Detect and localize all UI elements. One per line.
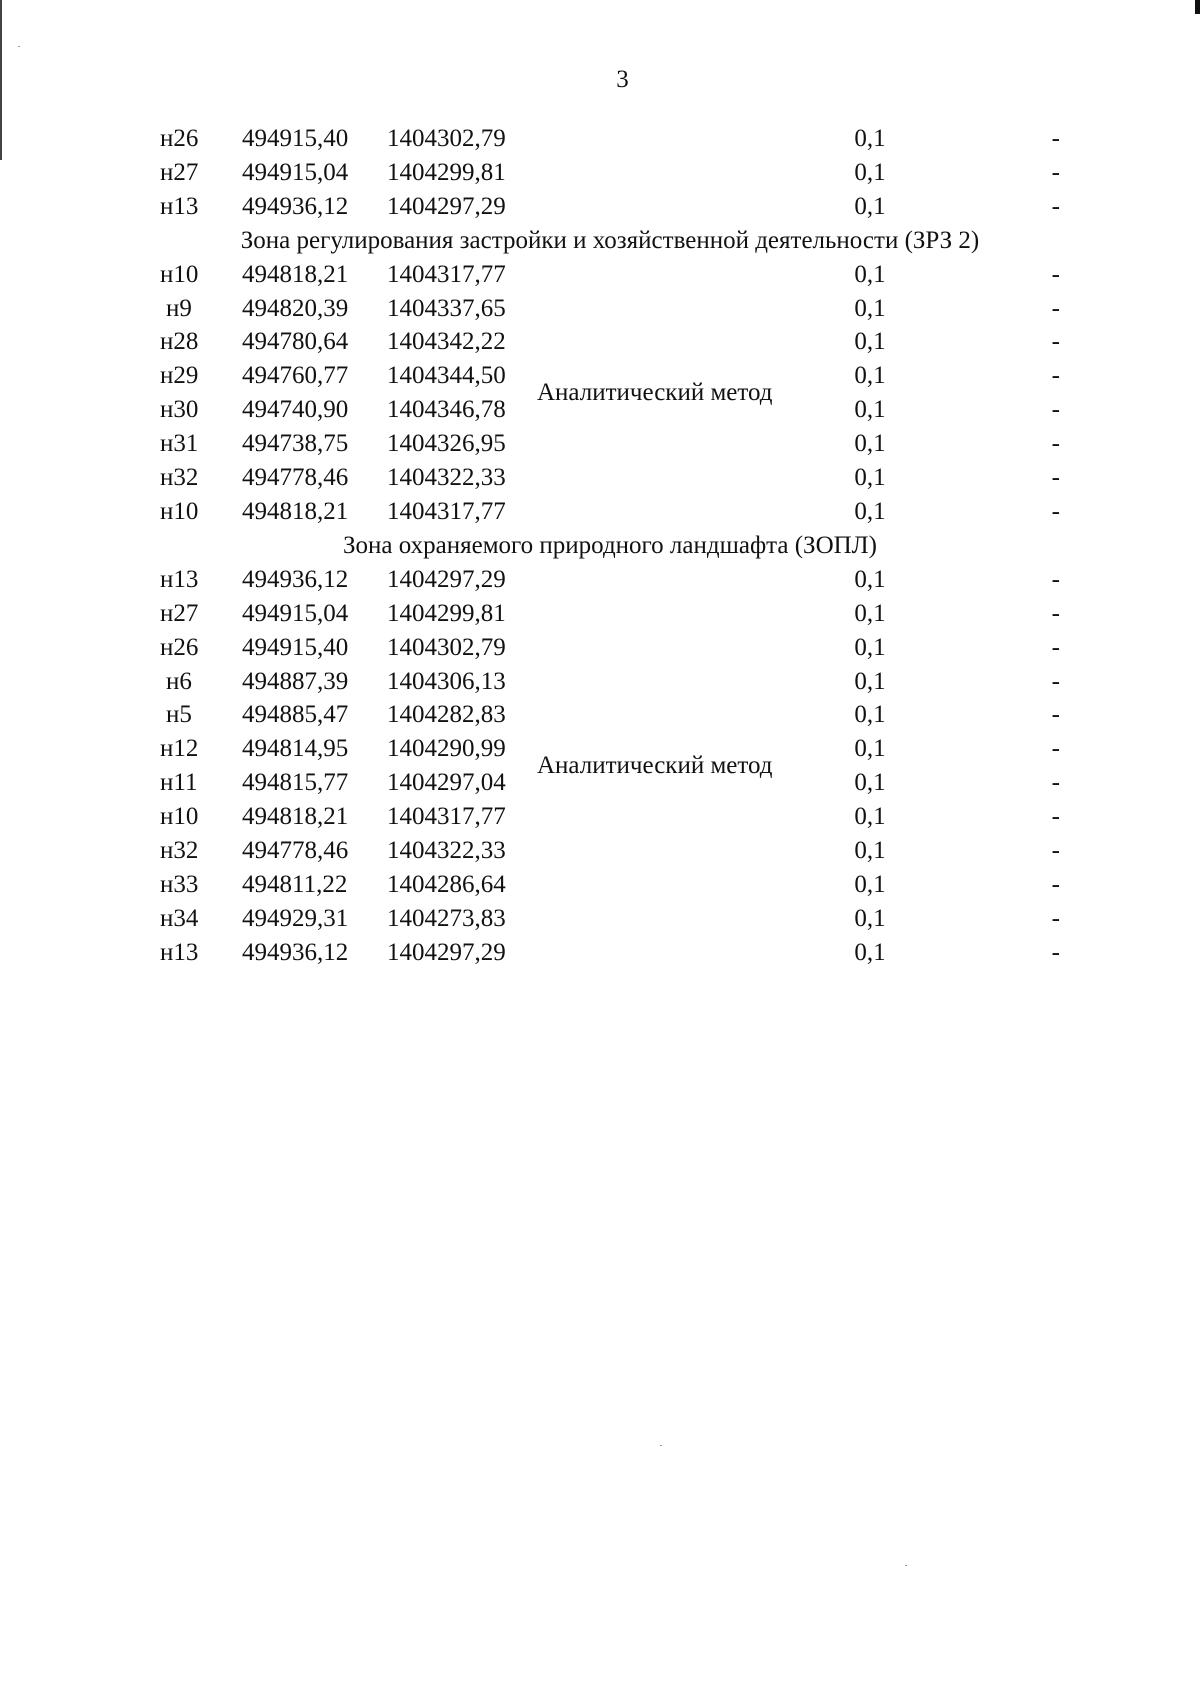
accuracy-value: 0,1 [854,735,886,763]
coordinate-x: 494936,12 [242,938,349,966]
point-name: н34 [160,904,199,932]
dash-value: - [1051,464,1060,492]
coordinate-y: 1404326,95 [387,430,506,458]
point-name: н12 [160,735,199,763]
point-name: н13 [160,192,199,220]
dash-value: - [1051,837,1060,865]
coordinate-x: 494760,77 [242,362,349,390]
table-row [160,122,1060,156]
coordinate-y: 1404344,50 [387,362,506,390]
section-header-row [160,224,1060,258]
coordinates-table [160,122,1060,970]
coordinate-x: 494815,77 [242,769,349,797]
coordinate-y: 1404297,29 [387,192,506,220]
dash-value: - [1051,565,1060,593]
accuracy-value: 0,1 [854,667,886,695]
section-title: Зона охраняемого природного ландшафта (ЗОПЛ) [343,531,877,559]
point-name: н27 [160,158,199,186]
coordinate-x: 494915,40 [242,633,349,661]
coordinate-x: 494915,04 [242,599,349,627]
coordinate-y: 1404322,33 [387,464,506,492]
section-title: Зона регулирования застройки и хозяйственной деятельности (ЗРЗ 2) [240,226,980,254]
coordinate-x: 494887,39 [242,667,349,695]
dash-value: - [1051,803,1060,831]
accuracy-value: 0,1 [854,294,886,322]
point-name: н6 [166,667,192,695]
coordinate-x: 494738,75 [242,430,349,458]
coordinate-y: 1404297,29 [387,565,506,593]
table-row [160,156,1060,190]
table-row [160,563,1060,597]
accuracy-value: 0,1 [854,701,886,729]
coordinate-x: 494885,47 [242,701,349,729]
coordinate-y: 1404317,77 [387,260,506,288]
point-name: н9 [166,294,192,322]
method-cell-empty [537,190,745,224]
dash-value: - [1051,192,1060,220]
section-header-row [160,529,1060,563]
coordinate-x: 494811,22 [242,870,348,898]
point-name: н11 [160,769,198,797]
dash-value: - [1051,396,1060,424]
dash-value: - [1051,328,1060,356]
dash-value: - [1051,769,1060,797]
accuracy-value: 0,1 [854,769,886,797]
dash-value: - [1051,362,1060,390]
coordinate-x: 494915,04 [242,158,349,186]
coordinate-x: 494936,12 [242,192,349,220]
accuracy-value: 0,1 [854,565,886,593]
accuracy-value: 0,1 [854,260,886,288]
dash-value: - [1051,667,1060,695]
dash-value: - [1051,430,1060,458]
coordinate-x: 494814,95 [242,735,349,763]
accuracy-value: 0,1 [854,125,886,152]
point-name: н31 [160,430,199,458]
accuracy-value: 0,1 [854,803,886,831]
coordinate-y: 1404306,13 [387,667,506,695]
coordinate-y: 1404317,77 [387,803,506,831]
accuracy-value: 0,1 [854,464,886,492]
coordinate-y: 1404302,79 [387,125,506,152]
coordinate-y: 1404290,99 [387,735,506,763]
coordinate-x: 494936,12 [242,565,349,593]
dash-value: - [1051,735,1060,763]
method-cell: Аналитический метод [537,752,773,780]
scan-speck [660,1445,662,1446]
accuracy-value: 0,1 [854,328,886,356]
point-name: н27 [160,599,199,627]
point-name: н32 [160,837,199,865]
point-name: н32 [160,464,199,492]
point-name: н33 [160,870,199,898]
coordinate-y: 1404297,04 [387,769,506,797]
coordinate-x: 494778,46 [242,837,349,865]
coordinate-y: 1404273,83 [387,904,506,932]
method-cell-empty [537,122,745,156]
coordinate-x: 494929,31 [242,904,349,932]
scan-speck [18,46,20,47]
coordinate-x: 494915,40 [242,125,349,152]
coordinate-x: 494820,39 [242,294,349,322]
point-name: н29 [160,362,199,390]
accuracy-value: 0,1 [854,192,886,220]
scan-corner-mark [1195,0,1200,14]
coordinate-x: 494740,90 [242,396,349,424]
page-number: 3 [616,66,629,93]
coordinate-y: 1404299,81 [387,158,506,186]
point-name: н10 [160,497,199,525]
dash-value: - [1051,599,1060,627]
method-cell: Аналитический метод [537,379,773,407]
scan-speck [905,1565,907,1566]
table-row [160,190,1060,224]
dash-value: - [1051,497,1060,525]
accuracy-value: 0,1 [854,870,886,898]
dash-value: - [1051,938,1060,966]
point-name: н10 [160,260,199,288]
accuracy-value: 0,1 [854,362,886,390]
point-name: н30 [160,396,199,424]
coordinate-y: 1404346,78 [387,396,506,424]
coordinate-y: 1404286,64 [387,870,506,898]
coordinate-y: 1404317,77 [387,497,506,525]
accuracy-value: 0,1 [854,938,886,966]
table-row [160,258,1060,292]
point-name: н13 [160,938,199,966]
coordinate-y: 1404282,83 [387,701,506,729]
dash-value: - [1051,158,1060,186]
accuracy-value: 0,1 [854,497,886,525]
coordinate-x: 494778,46 [242,464,349,492]
accuracy-value: 0,1 [854,599,886,627]
coordinate-y: 1404297,29 [387,938,506,966]
point-name: н26 [160,125,199,152]
dash-value: - [1051,260,1060,288]
accuracy-value: 0,1 [854,430,886,458]
coordinate-y: 1404337,65 [387,294,506,322]
accuracy-value: 0,1 [854,837,886,865]
point-name: н28 [160,328,199,356]
coordinate-x: 494780,64 [242,328,349,356]
coordinate-y: 1404299,81 [387,599,506,627]
coordinates-table-body [160,122,1060,970]
dash-value: - [1051,904,1060,932]
dash-value: - [1051,125,1060,152]
coordinate-x: 494818,21 [242,260,349,288]
coordinate-y: 1404322,33 [387,837,506,865]
point-name: н5 [166,701,192,729]
method-cell-empty [537,156,745,190]
dash-value: - [1051,701,1060,729]
coordinate-y: 1404302,79 [387,633,506,661]
accuracy-value: 0,1 [854,158,886,186]
accuracy-value: 0,1 [854,396,886,424]
point-name: н13 [160,565,199,593]
dash-value: - [1051,633,1060,661]
point-name: н10 [160,803,199,831]
accuracy-value: 0,1 [854,633,886,661]
coordinate-y: 1404342,22 [387,328,506,356]
accuracy-value: 0,1 [854,904,886,932]
dash-value: - [1051,870,1060,898]
coordinate-x: 494818,21 [242,803,349,831]
coordinate-x: 494818,21 [242,497,349,525]
dash-value: - [1051,294,1060,322]
point-name: н26 [160,633,199,661]
